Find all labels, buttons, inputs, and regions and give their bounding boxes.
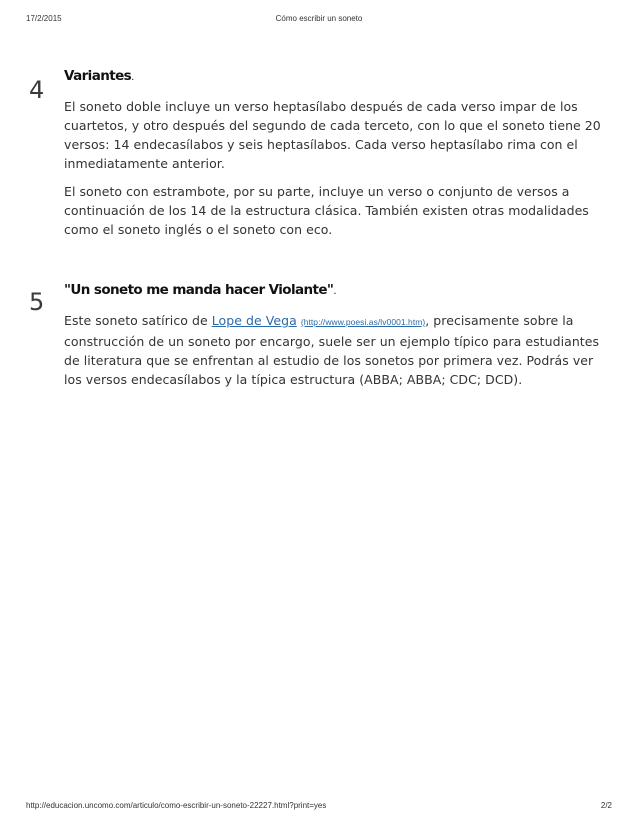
step-content xyxy=(64,68,612,239)
print-date: 17/2/2015 xyxy=(26,14,62,23)
step-content xyxy=(64,282,612,389)
step-number: 4 xyxy=(29,76,45,104)
step-title-period: . xyxy=(131,72,135,83)
step-number: 5 xyxy=(29,288,45,316)
step-title-text: Variantes xyxy=(64,68,132,84)
lope-de-vega-link-url[interactable]: (http://www.poesi.as/lv0001.htm) xyxy=(300,317,426,327)
step-paragraph: El soneto con estrambote, por su parte, incluye un verso o conjunto de versos a continuación de los 14 de la estructura clásica. También existen otras modalidades como el soneto inglés o el soneto con eco. xyxy=(64,184,589,237)
step-title xyxy=(64,68,612,84)
step-paragraph xyxy=(64,311,612,389)
print-url: http://educacion.uncomo.com/articulo/como-escribir-un-soneto-22227.html?print=yes xyxy=(26,801,327,810)
print-page-title: Cómo escribir un soneto xyxy=(275,14,363,23)
paragraph-text: Este soneto satírico de xyxy=(64,313,212,328)
paragraph-text: , precisamente sobre la construcción de un soneto por encargo, suele ser un ejemplo típico para estudiantes de literatura que se enfrentan al estudio de los sonetos por primera vez. Podrás ver los versos endecasílabos y la típica estructura (ABBA; ABBA; CDC; DCD). xyxy=(64,313,600,387)
print-footer xyxy=(26,801,612,813)
print-header xyxy=(26,14,612,26)
step-paragraph: El soneto doble incluye un verso heptasílabo después de cada verso impar de los cuartetos, y otro después del segundo de cada terceto, con lo que el soneto tiene 20 versos: 14 endecasílabos y seis heptasílabos. Cada verso heptasílabo rima con el inmediatamente anterior. xyxy=(64,99,601,171)
step-title-period: . xyxy=(333,286,337,297)
step-title xyxy=(64,282,612,298)
step-title-text: "Un soneto me manda hacer Violante" xyxy=(64,282,334,298)
page-count: 2/2 xyxy=(600,801,612,810)
lope-de-vega-link[interactable]: Lope de Vega xyxy=(211,313,297,328)
